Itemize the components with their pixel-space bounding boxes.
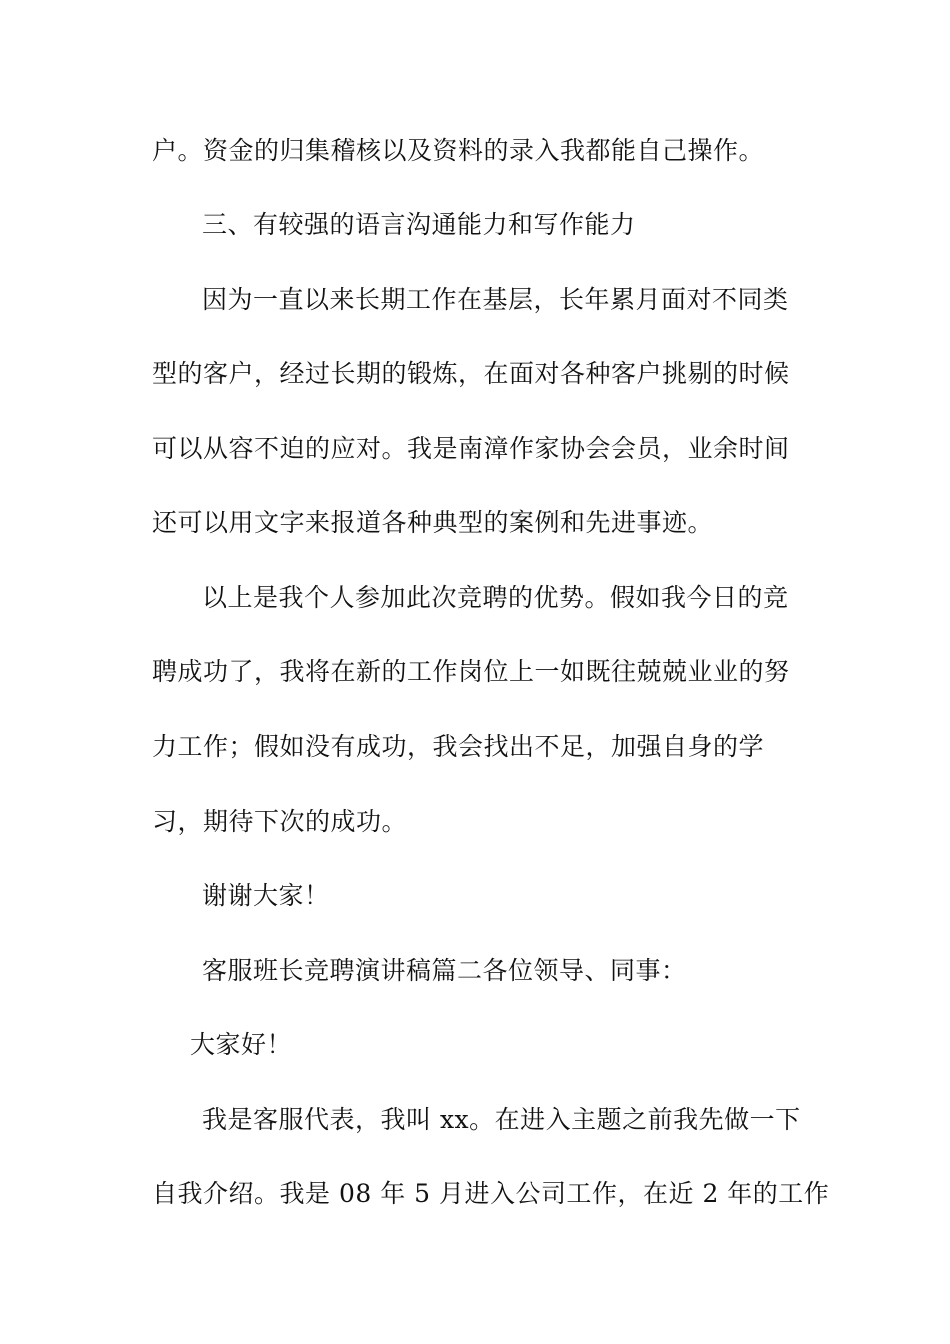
text-line-3: 因为一直以来长期工作在基层，长年累月面对不同类 — [202, 285, 789, 314]
text-line-7: 以上是我个人参加此次竞聘的优势。假如我今日的竞 — [202, 583, 789, 612]
greeting-line: 大家好！ — [190, 1030, 293, 1059]
text-line-5: 可以从容不迫的应对。我是南漳作家协会会员，业余时间 — [152, 434, 790, 463]
text-line-1: 户。资金的归集稽核以及资料的录入我都能自己操作。 — [152, 136, 765, 165]
text-line-14: 我是客服代表，我叫 xx。在进入主题之前我先做一下 — [202, 1105, 801, 1134]
text-line-8: 聘成功了，我将在新的工作岗位上一如既往兢兢业业的努 — [152, 657, 790, 686]
text-line-10: 习，期待下次的成功。 — [152, 807, 408, 836]
speech-title-line: 客服班长竞聘演讲稿篇二各位领导、同事： — [202, 956, 687, 985]
text-line-15: 自我介绍。我是 08 年 5 月进入公司工作，在近 2 年的工作 — [152, 1179, 830, 1208]
text-line-9: 力工作；假如没有成功，我会找出不足，加强自身的学 — [152, 732, 765, 761]
thanks-line: 谢谢大家！ — [202, 881, 330, 910]
text-line-4: 型的客户，经过长期的锻炼，在面对各种客户挑剔的时候 — [152, 359, 790, 388]
section-heading: 三、有较强的语言沟通能力和写作能力 — [202, 210, 636, 239]
text-line-6: 还可以用文字来报道各种典型的案例和先进事迹。 — [152, 508, 714, 537]
